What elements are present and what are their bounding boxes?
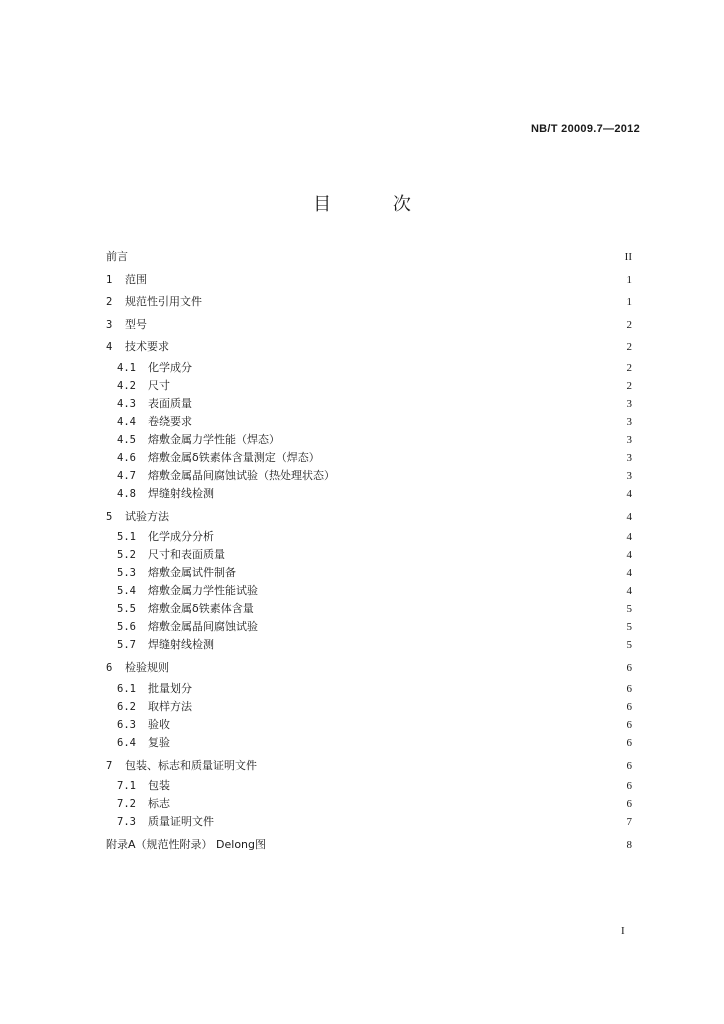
toc-entry[interactable] [106,600,632,618]
toc-entry-page: 5 [626,603,632,615]
toc-entry-number: 7.3 [117,816,136,828]
toc-entry-number: 7.1 [117,780,136,792]
toc-leader-dots [236,573,627,574]
toc-entry-page: 6 [626,780,632,792]
toc-entry[interactable] [106,564,632,582]
toc-leader-dots [170,742,627,743]
toc-entry-page: 5 [626,639,632,651]
toc-entry-page: 6 [626,736,632,749]
toc-leader-dots [169,516,627,517]
toc-entry[interactable] [106,395,632,413]
toc-entry-page: 3 [626,433,632,446]
toc-entry-label: 焊缝射线检测 [148,638,214,651]
toc-entry-number: 5.4 [117,585,136,597]
toc-entry[interactable] [106,291,632,314]
toc-entry-number: 5.7 [117,639,136,651]
toc-leader-dots [192,421,627,422]
toc-entry[interactable] [106,680,632,698]
standard-code: NB/T 20009.7—2012 [530,123,640,135]
toc-leader-dots [214,537,627,538]
toc-leader-dots [214,822,627,823]
toc-entry[interactable] [106,755,632,778]
toc-entry-number: 4.3 [117,397,136,410]
toc-entry[interactable] [106,467,632,485]
toc-entry-page: 6 [626,798,632,810]
toc-entry-page: 2 [626,318,632,331]
toc-entry-label: 附录A（规范性附录） Delong图 [106,838,266,852]
toc-leader-dots [169,668,627,669]
toc-entry[interactable] [106,413,632,431]
toc-entry-number: 5 [106,510,113,523]
toc-leader-dots [320,457,627,458]
toc-entry[interactable] [106,449,632,467]
toc-entry-label: 技术要求 [125,340,169,354]
toc-entry-page: 5 [626,621,632,633]
toc-entry-label: 复验 [148,735,170,749]
toc-entry-label: 焊缝射线检测 [148,486,214,500]
toc-leader-dots [192,367,627,368]
toc-entry-label: 取样方法 [148,699,192,713]
toc-entry-label: 熔敷金属晶间腐蚀试验 [148,620,258,633]
toc-entry-page: 4 [626,487,632,500]
toc-entry-number: 6.2 [117,700,136,713]
toc-entry-number: 2 [106,296,113,309]
toc-entry[interactable] [106,582,632,600]
toc-entry[interactable] [106,813,632,831]
toc-entry-page: 8 [626,839,632,852]
toc-entry-page: 2 [626,341,632,354]
toc-entry-number: 1 [106,273,113,286]
toc-entry-label: 熔敷金属δ铁素体含量 [148,602,254,615]
toc-entry-label: 规范性引用文件 [125,295,202,309]
toc-entry-page: 2 [626,361,632,374]
toc-entry-page: 4 [626,510,632,523]
page-title: 目 次 [313,194,439,215]
toc-entry[interactable] [106,485,632,503]
toc-leader-dots [170,804,627,805]
toc-leader-dots [257,765,627,766]
toc-entry[interactable] [106,269,632,292]
toc-entry-number: 4 [106,341,113,354]
toc-entry[interactable] [106,431,632,449]
toc-entry-page: 6 [626,718,632,731]
toc-entry-page: 4 [626,585,632,597]
toc-leader-dots [225,555,627,556]
toc-entry-label: 试验方法 [125,509,169,523]
toc-leader-dots [170,786,627,787]
toc-leader-dots [258,627,627,628]
toc-leader-dots [335,475,627,476]
toc-entry-page: 1 [626,273,632,286]
toc-leader-dots [258,591,627,592]
toc-entry-label: 尺寸 [148,378,170,392]
toc-leader-dots [147,324,627,325]
toc-entry[interactable] [106,777,632,795]
toc-entry-page: 6 [626,759,632,772]
toc-entry[interactable] [106,834,632,857]
toc-entry-number: 4.7 [117,469,136,482]
toc-entry-number: 4.8 [117,487,136,500]
table-of-contents [106,246,632,857]
toc-leader-dots [254,609,627,610]
toc-entry-page: 1 [626,296,632,309]
toc-entry-label: 卷绕要求 [148,414,192,428]
toc-entry-label: 熔敷金属力学性能（焊态） [148,432,280,446]
toc-leader-dots [214,493,627,494]
toc-entry-number: 4.2 [117,379,136,392]
toc-entry-page: 3 [626,397,632,410]
toc-leader-dots [214,645,627,646]
toc-leader-dots [147,279,627,280]
toc-entry[interactable] [106,795,632,813]
toc-entry[interactable] [106,359,632,377]
toc-entry-label: 型号 [125,317,147,331]
toc-entry-label: 包装 [148,779,170,792]
toc-entry-number: 5.1 [117,531,136,543]
toc-leader-dots [169,347,627,348]
toc-entry[interactable] [106,698,632,716]
toc-entry[interactable] [106,657,632,680]
toc-entry-label: 化学成分分析 [148,530,214,543]
toc-entry[interactable] [106,528,632,546]
toc-entry-number: 4.6 [117,451,136,464]
toc-entry-label: 表面质量 [148,396,192,410]
toc-entry[interactable] [106,716,632,734]
toc-leader-dots [266,845,627,846]
toc-entry-label: 验收 [148,717,170,731]
toc-entry[interactable] [106,734,632,752]
toc-entry-label: 标志 [148,797,170,810]
toc-entry[interactable] [106,246,632,269]
toc-entry-label: 前言 [106,250,128,264]
toc-entry-label: 熔敷金属力学性能试验 [148,584,258,597]
toc-entry-page: 6 [626,682,632,695]
toc-leader-dots [128,257,625,258]
toc-entry-page: 6 [626,662,632,675]
toc-entry-label: 尺寸和表面质量 [148,548,225,561]
toc-entry-number: 5.5 [117,603,136,615]
toc-entry-page: 7 [626,816,632,828]
toc-entry-label: 范围 [125,272,147,286]
toc-entry[interactable] [106,336,632,359]
page-number: I [621,925,625,937]
toc-entry-number: 4.1 [117,361,136,374]
toc-entry[interactable] [106,618,632,636]
toc-entry-number: 4.5 [117,433,136,446]
toc-entry-number: 4.4 [117,415,136,428]
toc-entry-number: 3 [106,318,113,331]
toc-entry-label: 熔敷金属δ铁素体含量测定（焊态） [148,450,320,464]
toc-entry[interactable] [106,636,632,654]
toc-entry[interactable] [106,377,632,395]
toc-leader-dots [202,302,627,303]
toc-entry-number: 5.3 [117,567,136,579]
toc-leader-dots [192,706,627,707]
toc-entry-page: 6 [626,700,632,713]
toc-entry[interactable] [106,506,632,529]
toc-entry-number: 5.6 [117,621,136,633]
toc-entry-number: 6.1 [117,682,136,695]
toc-entry-number: 6 [106,662,113,675]
toc-entry[interactable] [106,546,632,564]
toc-entry-number: 7.2 [117,798,136,810]
toc-leader-dots [170,724,627,725]
toc-entry-number: 6.3 [117,718,136,731]
toc-entry-page: 4 [626,567,632,579]
toc-entry-page: II [624,251,632,264]
toc-entry[interactable] [106,314,632,337]
toc-entry-number: 7 [106,759,113,772]
toc-entry-page: 3 [626,469,632,482]
toc-leader-dots [192,688,627,689]
toc-leader-dots [170,385,627,386]
toc-entry-label: 检验规则 [125,661,169,675]
toc-entry-label: 化学成分 [148,360,192,374]
toc-entry-label: 熔敷金属晶间腐蚀试验（热处理状态） [148,468,335,482]
toc-leader-dots [192,403,627,404]
toc-entry-label: 质量证明文件 [148,815,214,828]
toc-entry-page: 4 [626,531,632,543]
toc-leader-dots [280,439,627,440]
toc-entry-page: 3 [626,415,632,428]
toc-entry-number: 5.2 [117,549,136,561]
toc-entry-label: 熔敷金属试件制备 [148,566,236,579]
toc-entry-page: 4 [626,549,632,561]
toc-entry-number: 6.4 [117,736,136,749]
toc-entry-page: 2 [626,379,632,392]
toc-entry-label: 包装、标志和质量证明文件 [125,758,257,772]
toc-entry-label: 批量划分 [148,681,192,695]
toc-entry-page: 3 [626,451,632,464]
